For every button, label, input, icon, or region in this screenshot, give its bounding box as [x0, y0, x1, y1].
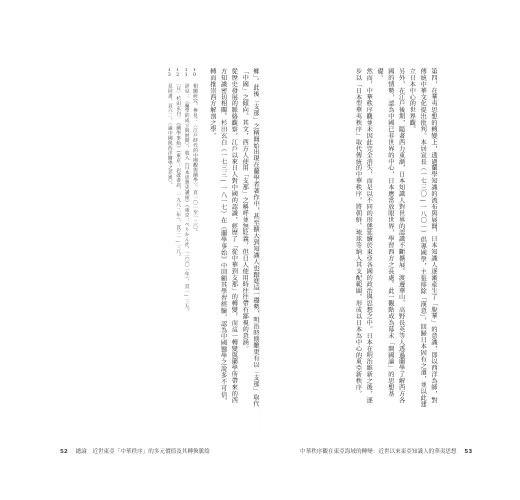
right-paragraph-1: 第四，在華夷思想的轉變上，透過蘭學知識的流布與展開，日本知識人逐漸產生了「脫華」的意識，即以西洋為師，對傳統中華文化提出批判。本居宣長（一七三〇—一八〇一）倡導國學，主張排除「漢意」，回歸日本固有之道，並以此建立日本中心的世界觀。 [408, 68, 437, 408]
right-paragraph-2: 另外，在江戶後期，隨著西力東漸，日本知識人對世界的認識不斷擴展。渡邊華山、高野長英等人透過蘭學了解西方各國的情勢，認為中國已非世界的中心，日本應當放眼世界，學習西方之長處。此一觀點成為幕末「開國論」的思想基礎。 [376, 68, 405, 404]
right-running-head: 中華秩序觀在東亞海域的轉變：近世以來東亞知識人的華夷思想 [300, 449, 457, 455]
right-paragraph-3: 然而，中華秩序觀並未因此完全消失，而是以不同的形態延續於東亞各國的政治與思想之中。日本在明治維新之後，逐步以「日本型華夷秩序」取代傳統的中華秩序，將朝鮮、琉球等納入其支配範圍，形成以日本為中心的東亞新秩序。 [354, 68, 373, 404]
footnote-12: 12 〔日〕杉田玄白：《蘭學事始》（東京：岩波書店，一九八二年），頁三一—三八。 [175, 68, 181, 260]
right-page-number: 53 [464, 449, 473, 455]
left-body-text [206, 68, 260, 408]
left-page [92, 68, 260, 428]
book-gutter [259, 60, 260, 440]
left-running-head: 總論 近世東亞「中華秩序」的多元價值及其轉換脈絡 [75, 449, 210, 455]
right-page [270, 68, 438, 428]
left-paragraph-2: 從歷史發展的脈絡觀察，江戶以來日人對中國的認識，經歷了「從中華到支那」的轉變，而這一轉變與蘭學所帶來的西方知識密切相關。杉田玄白（一七三三—一八一七）在《蘭學事始》中回顧其學習經驗，認為中國醫學之說多不可信，轉而推崇西方解剖之學。 [208, 68, 238, 405]
footnote-13: 13 見同書，頁六二，〈論中國與西洋醫學之差異〉。 [166, 68, 172, 188]
footnote-11: 11 詳見：〈蘭學的成立與展開〉，收入《日本思想史講座》（東京：ぺりかん社，二〇〇一年），頁一—三九。 [183, 68, 189, 314]
right-body-text [352, 68, 438, 408]
left-page-number: 52 [60, 449, 68, 455]
left-footnotes [164, 68, 198, 408]
left-footer [60, 447, 210, 455]
footnote-10: 10 相關研究，參見：〈江戶時代的中國觀與蘭學〉，頁一〇一至一二〇。 [192, 68, 198, 235]
right-footer [300, 447, 472, 455]
left-paragraph-1: 鄉」。此後「支那」之稱開始出現在蘭學者著作中，甚至擴大到知識人也跟進這一趨勢，明治時期雖更有以「支那」取代「中國」之傾向。其文，西方人使用「支那」之稱呼並無貶義，但日人使用時往往帶有鄙視的意涵。 [241, 68, 259, 407]
